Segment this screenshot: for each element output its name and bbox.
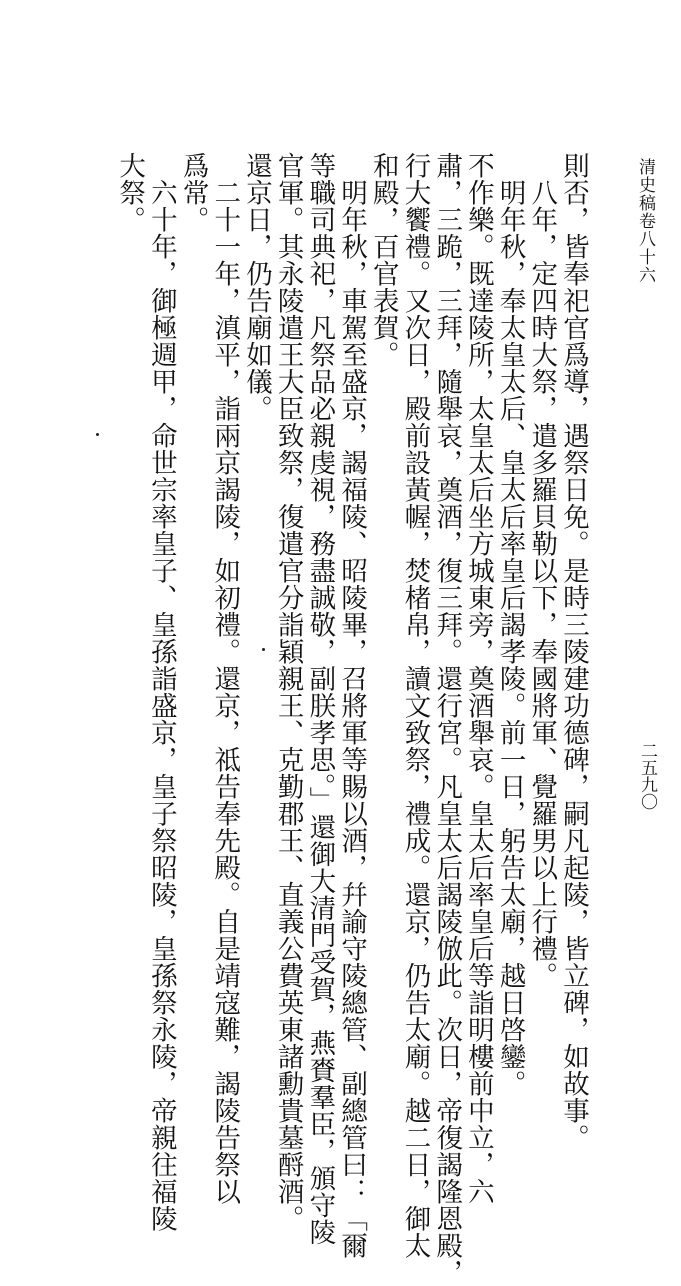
text-column: 則否，皆奉祀官爲導，遇祭日免。是時三陵建功德碑，嗣凡起陵，皆立碑，如故事。 xyxy=(558,152,589,1151)
text-column: 等職司典祀，凡祭品必親虔視，務盡誠敬，副朕孝思。」還御大清門受賀，燕賚羣臣，頒守陵 xyxy=(304,152,336,1246)
text-column: 二十一年，滇平，詣兩京謁陵，如初禮。還京，祗告奉先殿。自是靖寇難，謁陵告祭以 xyxy=(209,179,241,1205)
page-number: 二五九〇 xyxy=(637,742,657,810)
scan-speck xyxy=(262,648,265,651)
text-column: 明年秋，車駕至盛京，謁福陵、昭陵畢，召將軍等賜以酒，幷諭守陵總管、副總管曰：「爾 xyxy=(336,179,368,1259)
text-column: 肅，三跪，三拜，隨舉哀，奠酒，復三拜。還行宮。凡皇太后謁陵倣此。次日，帝復謁隆恩殿， xyxy=(431,152,463,1286)
text-column: 還京日，仍告廟如儀。 xyxy=(240,152,272,422)
text-column: 大祭。 xyxy=(114,152,146,233)
text-column: 和殿，百官表賀。 xyxy=(367,152,399,368)
text-column: 八年，定四時大祭，遣多羅貝勒以下，奉國將軍、覺羅男以上行禮。 xyxy=(526,179,558,989)
scan-speck xyxy=(96,433,99,436)
running-title: 清史稿卷八十六 xyxy=(635,158,655,284)
text-column: 爲常。 xyxy=(177,152,209,233)
body-text xyxy=(113,152,589,1286)
text-column: 行大饗禮。又次日，殿前設黃幄，焚楮帛，讀文致祭，禮成。還京，仍告太廟。越二日，御太 xyxy=(399,152,431,1259)
text-column: 明年秋，奉太皇太后、皇太后率皇后謁孝陵。前一日，躬告太廟，越日啓鑾。 xyxy=(494,179,526,1097)
text-column: 不作樂。既達陵所，太皇太后坐方城東旁，奠酒舉哀。皇太后率皇后等詣明樓前中立，六 xyxy=(462,152,494,1205)
text-column: 六十年，御極週甲，命世宗率皇子、皇孫詣盛京，皇子祭昭陵，皇孫祭永陵，帝親往福陵 xyxy=(145,179,177,1232)
text-column: 官軍。其永陵遣王大臣致祭，復遣官分詣穎親王、克勤郡王、直義公費英東諸勳貴墓酹酒。 xyxy=(272,152,304,1232)
